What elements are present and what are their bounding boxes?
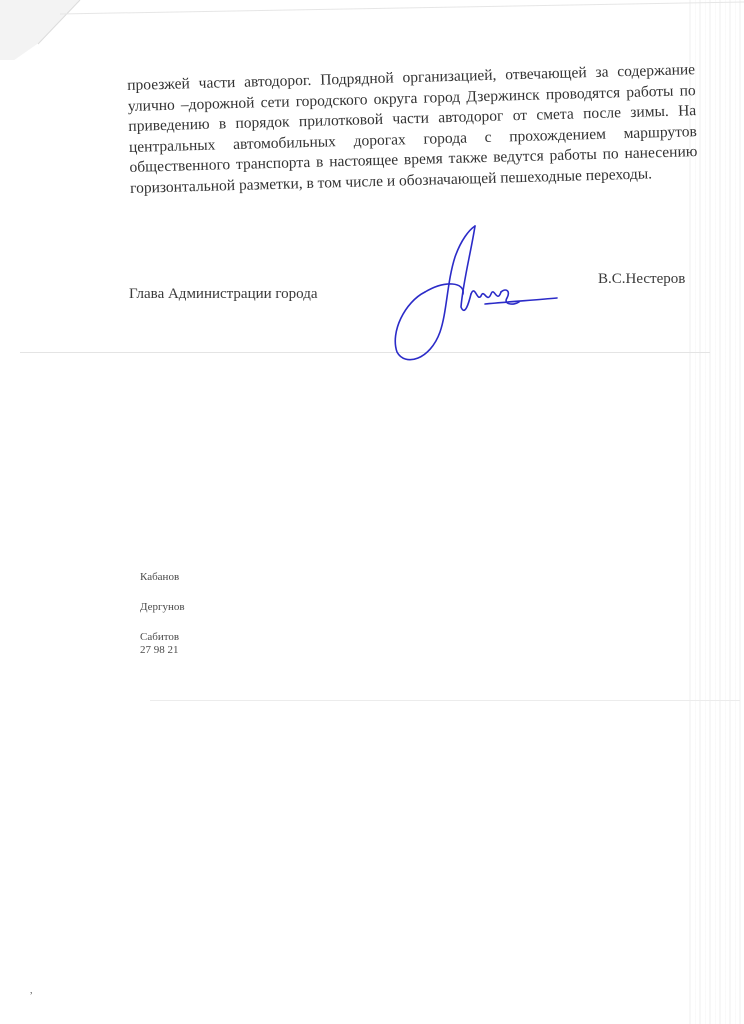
- executor-name: Кабанов: [140, 571, 180, 583]
- executor-name: Сабитов: [140, 631, 180, 643]
- scan-speck: ,: [30, 985, 33, 996]
- executors-list: [140, 571, 185, 657]
- letter-paragraph: проезжей части автодорог. Подрядной организацией, отвечающей за содержание улично –дорожной сети городского округа город Дзержинск проводятся работы по приведению в порядок прилотковой части автодорог от смета после зимы. На центральных автомобильных дорогах города с прохождением маршрутов общественного транспорта в настоящее время также ведутся работы по нанесению горизонтальной разметки, в том числе и обозначающей пешеходные переходы.: [127, 61, 698, 197]
- executor-name: Дергунов: [140, 601, 185, 613]
- signer-name: В.С.Нестеров: [598, 271, 686, 287]
- scan-line: [20, 352, 710, 353]
- signer-position: Глава Администрации города: [129, 286, 318, 302]
- scan-line: [150, 700, 740, 701]
- letter-body: [127, 60, 698, 199]
- executor-contact: [140, 631, 185, 657]
- folded-top-edge: [0, 0, 744, 60]
- executor-phone: 27 98 21: [140, 644, 179, 656]
- handwritten-signature: [385, 222, 565, 367]
